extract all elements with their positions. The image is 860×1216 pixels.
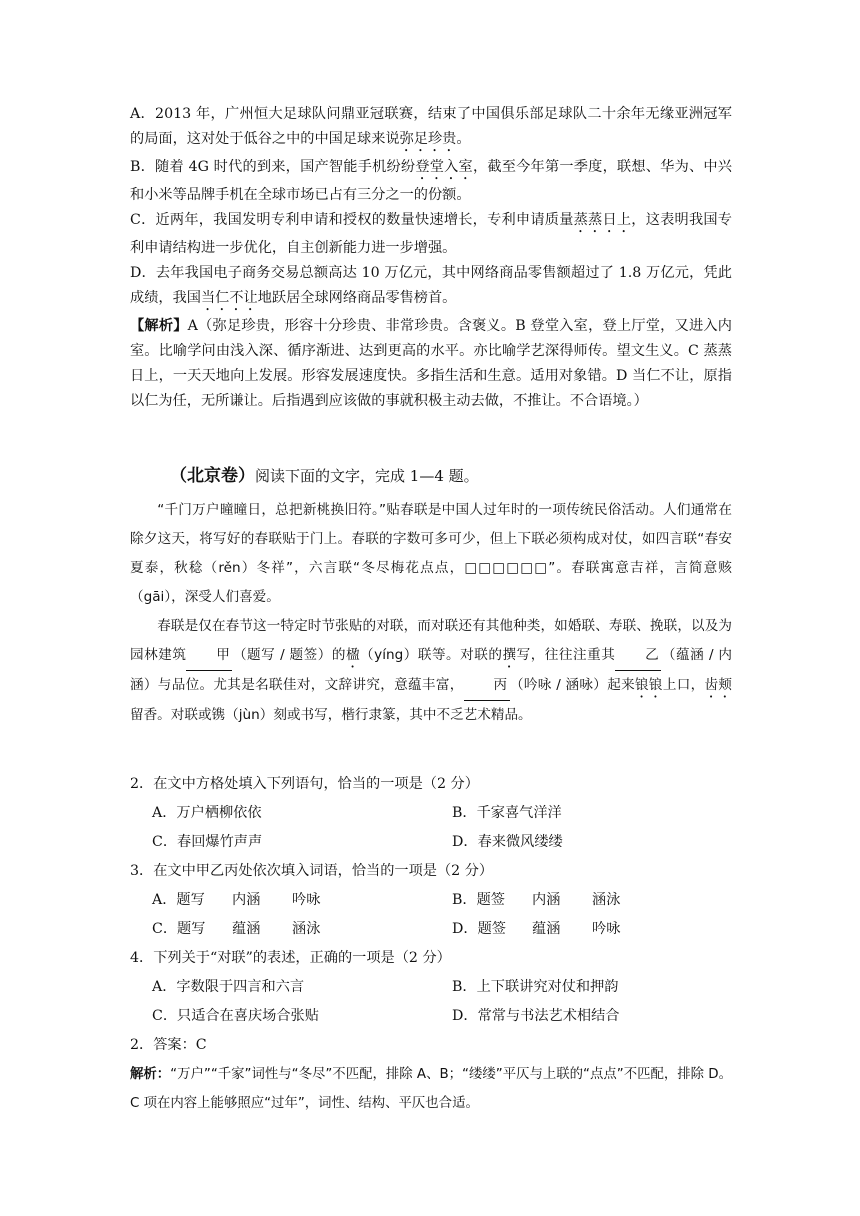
question-4-options bbox=[130, 973, 732, 1031]
option-c: C．近两年，我国发明专利申请和授权的数量快速增长，专利申请质量蒸蒸日上，这表明我国专利申请结构进一步优化，自主创新能力进一步增强。 bbox=[130, 212, 732, 256]
question-2-options bbox=[130, 799, 732, 857]
question-2: 2．在文中方格处填入下列语句，恰当的一项是（2 分） bbox=[130, 776, 479, 792]
option: D．常常与书法艺术相结合 bbox=[452, 1008, 620, 1024]
option: C．题写 蕴涵 涵泳 bbox=[152, 921, 321, 937]
option-b: B．随着 4G 时代的到来，国产智能手机纷纷登堂入室，截至今年第一季度，联想、华为、中兴和小米等品牌手机在全球市场已占有三分之一的份额。 bbox=[130, 159, 732, 203]
blank-yi: 乙 bbox=[615, 641, 661, 671]
document-page bbox=[130, 102, 732, 1118]
option: D．题签 蕴涵 吟咏 bbox=[452, 921, 621, 937]
option: B．上下联讲究对仗和押韵 bbox=[452, 979, 619, 995]
option: B．题签 内涵 涵泳 bbox=[452, 892, 621, 908]
answer-line: 2．答案：C bbox=[130, 1037, 207, 1053]
option: C．只适合在喜庆场合张贴 bbox=[152, 1008, 319, 1024]
blank-bing: 丙 bbox=[464, 671, 510, 701]
option-a: A．2013 年，广州恒大足球队问鼎亚冠联赛，结束了中国俱乐部足球队二十余年无缘亚洲冠军的局面，这对处于低谷之中的中国足球来说弥足珍贵。 bbox=[130, 106, 732, 147]
option: D．春来微风缕缕 bbox=[452, 834, 563, 850]
section-intro: 阅读下面的文字，完成 1—4 题。 bbox=[255, 467, 479, 485]
explanation-label: 解析： bbox=[130, 1067, 171, 1082]
option: A．字数限于四言和六言 bbox=[152, 979, 305, 995]
option: A．题写 内涵 吟咏 bbox=[152, 892, 321, 908]
blank-jia: 甲 bbox=[186, 641, 232, 671]
section-heading bbox=[130, 462, 732, 490]
explanation: 解析：“万户”“千家”词性与“冬尽”不匹配，排除 A、B；“缕缕”平仄与上联的“点点”不匹配，排除 D。C 项在内容上能够照应“过年”，词性、结构、平仄也合适。 bbox=[130, 1067, 732, 1111]
analysis-label: 【解析】 bbox=[130, 318, 188, 334]
analysis-paragraph: 【解析】A（弥足珍贵，形容十分珍贵、非常珍贵。含褒义。B 登堂入室，登上厅堂，又进入内室。比喻学问由浅入深、循序渐进、达到更高的水平。亦比喻学艺深得师传。望文生义。C 蒸蒸日上，一天天地向上发展。形容发展速度快。多指生活和生意。适用对象错。D 当仁不让，原指以仁为任，无所谦让。后指遇到应该做的事就积极主动去做，不推让。不合语境。） bbox=[130, 318, 732, 409]
question-3-options bbox=[130, 886, 732, 944]
option: B．千家喜气洋洋 bbox=[452, 805, 562, 821]
question-3: 3．在文中甲乙丙处依次填入词语，恰当的一项是（2 分） bbox=[130, 863, 494, 879]
option: A．万户栖柳依依 bbox=[152, 805, 262, 821]
passage-paragraph-2: 春联是仅在春节这一特定时节张贴的对联，而对联还有其他种类，如婚联、寿联、挽联，以及为园林建筑 甲 （题写 / 题签）的楹（yíng）联等。对联的撰写，往往注重其 乙 （蕴涵 / 内涵）与品位。尤其是名联佳对，文辞讲究，意蕴丰富， 丙 （吟咏 / 涵咏）起来锒锒上口，齿颊留香。对联或镌（jùn）刻或书写，楷行隶篆，其中不乏艺术精品。 bbox=[130, 618, 733, 723]
beijing-label: （北京卷） bbox=[170, 466, 255, 486]
option: C．春回爆竹声声 bbox=[152, 834, 263, 850]
question-4: 4．下列关于“对联”的表述，正确的一项是（2 分） bbox=[130, 950, 451, 966]
option-d: D．去年我国电子商务交易总额高达 10 万亿元，其中网络商品零售额超过了 1.8 万亿元，凭此成绩，我国当仁不让地跃居全球网络商品零售榜首。 bbox=[130, 265, 732, 306]
passage-paragraph-1: “千门万户曈曈日，总把新桃换旧符。”贴春联是中国人过年时的一项传统民俗活动。人们通常在除夕这天，将写好的春联贴于门上。春联的字数可多可少，但上下联必须构成对仗，如四言联“春安夏泰，秋稔（rěn）冬祥”，六言联“冬尽梅花点点，□□□□□□”。春联寓意吉祥，言简意赅（gāi），深受人们喜爱。 bbox=[130, 502, 732, 605]
